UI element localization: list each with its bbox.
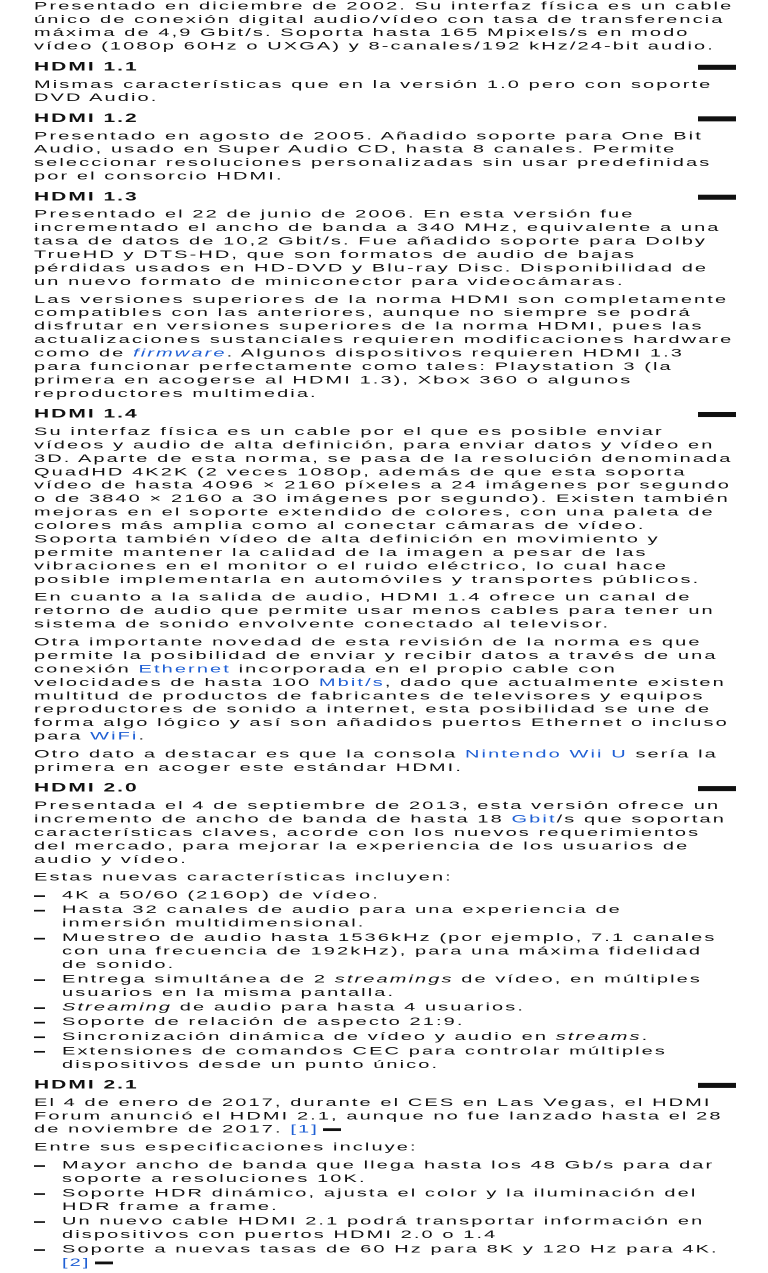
paragraph: En cuanto a la salida de audio, HDMI 1.4 ofrece un canal de retorno de audio que permite usar menos cables para tener un sistema de sonido envolvente conectado al televisor. xyxy=(34,591,715,631)
section-header[interactable] xyxy=(34,108,734,129)
section-hdmi-1-2 xyxy=(34,108,734,183)
list-item: Muestreo de audio hasta 1536kHz (por ejemplo, 7.1 canales con una frecuencia de 192kHz), para una máxima fidelidad de sonido. xyxy=(34,931,734,971)
link-ethernet[interactable]: Ethernet xyxy=(138,662,231,676)
collapse-toggle-icon[interactable] xyxy=(698,195,736,200)
section-title: HDMI 1.1 xyxy=(34,60,139,74)
text: Entrega simultánea de 2 xyxy=(62,973,335,986)
list-item: Un nuevo cable HDMI 2.1 podrá transportar información en dispositivos con puertos HDMI 2.0 o 1.4 xyxy=(34,1214,734,1241)
link-text: firmware xyxy=(133,347,227,360)
feature-list xyxy=(34,889,734,1072)
paragraph xyxy=(34,1096,734,1136)
collapse-toggle-icon[interactable] xyxy=(698,1083,736,1088)
list-item xyxy=(34,973,734,1000)
collapse-toggle-icon[interactable] xyxy=(698,116,736,121)
section-header[interactable] xyxy=(34,56,734,77)
text: sería la primera en acoger este estándar HDMI. xyxy=(34,748,718,774)
paragraph: Mismas características que en la versión 1.0 pero con soporte DVD Audio. xyxy=(34,78,713,104)
section-header[interactable] xyxy=(34,186,734,207)
text: Otra importante novedad de esta revisión de la norma es que permite la posibilidad de enviar y recibir datos a través de una conexión xyxy=(34,636,718,676)
section-hdmi-1-1 xyxy=(34,56,734,104)
section-hdmi-1-0 xyxy=(34,0,734,53)
list-item xyxy=(34,1001,734,1014)
text: . xyxy=(138,730,147,743)
list-item xyxy=(34,1242,734,1269)
paragraph xyxy=(34,747,734,774)
citation-link-2[interactable]: [2] xyxy=(62,1256,91,1269)
section-title: HDMI 2.0 xyxy=(34,781,139,795)
paragraph xyxy=(34,635,734,743)
emphasis: streamings xyxy=(334,973,454,986)
list-item: Hasta 32 canales de audio para una experiencia de inmersión multidimensional. xyxy=(34,903,734,930)
paragraph: Estas nuevas características incluyen: xyxy=(34,871,453,884)
link-nintendo-wii-u[interactable]: Nintendo Wii U xyxy=(465,748,628,761)
collapse-toggle-icon[interactable] xyxy=(698,412,736,417)
paragraph xyxy=(34,293,734,401)
section-hdmi-1-3 xyxy=(34,186,734,400)
paragraph: Entre sus especificaciones incluye: xyxy=(34,1141,418,1154)
text: . Algunos dispositivos requieren HDMI 1.3 para funcionar perfectamente como tales: Playstation 3 (la primera en acogerse al HDMI 1.3), Xbox 360 o algunos reproductores multimedia. xyxy=(34,347,684,400)
section-hdmi-2-0 xyxy=(34,778,734,1071)
section-header[interactable] xyxy=(34,404,734,425)
section-title: HDMI 1.3 xyxy=(34,190,139,204)
text: Las versiones superiores de la norma HDMI son completamente compatibles con las anteriores, aunque no siempre se podrá disfrutar en versiones superiores de la norma HDMI, pues las actualizaciones sustanciales requieren modificaciones hardware como de xyxy=(34,293,734,360)
citation-link-1[interactable]: [1] xyxy=(290,1123,319,1136)
paragraph: Presentado el 22 de junio de 2006. En esta versión fue incrementado el ancho de banda a 340 MHz, equivalente a una tasa de datos de 10,2 Gbit/s. Fue añadido soporte para Dolby TrueHD y DTS-HD, que son formatos de audio de bajas pérdidas usados en HD-DVD y Blu-ray Disc. Disponibilidad de un nuevo formato de miniconector para videocámaras. xyxy=(34,208,721,288)
text: , dado que actualmente existen multitud de productos de fabricantes de televisores y equipos reproductores de sonido a internet, esta posibilidad se une de forma algo lógico y así son añadidos puertos Ethernet o incluso para xyxy=(34,676,729,743)
link-mbits[interactable]: Mbit/s xyxy=(318,676,385,689)
text: /s que soportan características claves, acorde con los nuevos requerimientos del mercado, para mejorar la experiencia de los usuarios de audio y vídeo. xyxy=(34,812,726,866)
emphasis: Streaming xyxy=(62,1001,173,1014)
section-title: HDMI 1.4 xyxy=(34,407,139,421)
link-gbit[interactable]: Gbit xyxy=(511,812,557,826)
list-item: Mayor ancho de banda que llega hasta los 48 Gb/s para dar soporte a resoluciones 10K. xyxy=(34,1158,734,1185)
section-title: HDMI 1.2 xyxy=(34,111,139,125)
feature-list xyxy=(34,1158,734,1269)
text: El 4 de enero de 2017, durante el CES en Las Vegas, el HDMI Forum anunció el HDMI 2.1, aunque no fue lanzado hasta el 28 de noviembre de 2017. xyxy=(34,1096,723,1136)
section-hdmi-2-1 xyxy=(34,1074,734,1269)
text: de vídeo, en múltiples usuarios en la misma pantalla. xyxy=(62,973,702,999)
link-firmware[interactable] xyxy=(133,347,226,359)
list-item: Extensiones de comandos CEC para controlar múltiples dispositivos desde un punto único. xyxy=(34,1044,734,1071)
text: Soporte a nuevas tasas de 60 Hz para 8K y 120 Hz para 4K. xyxy=(62,1243,719,1256)
emphasis: streams xyxy=(555,1030,642,1043)
section-title: HDMI 2.1 xyxy=(34,1078,139,1092)
text: Presentada el 4 de septiembre de 2013, esta versión ofrece un incremento de ancho de banda de hasta 18 xyxy=(34,799,721,826)
text: . xyxy=(641,1030,650,1043)
citation-marker-icon xyxy=(323,1128,341,1131)
collapse-toggle-icon[interactable] xyxy=(698,65,736,70)
section-header[interactable] xyxy=(34,1074,734,1095)
list-item: Soporte HDR dinámico, ajusta el color y la iluminación del HDR frame a frame. xyxy=(34,1186,734,1213)
article-content xyxy=(34,0,734,1273)
citation-marker-icon xyxy=(95,1262,113,1265)
section-hdmi-1-4 xyxy=(34,404,734,775)
list-item: Soporte de relación de aspecto 21:9. xyxy=(34,1015,734,1028)
text: Otro dato a destacar es que la consola xyxy=(34,748,466,761)
list-item xyxy=(34,1030,734,1043)
section-header[interactable] xyxy=(34,778,734,799)
paragraph: Su interfaz física es un cable por el que es posible enviar vídeos y audio de alta definición, para enviar datos y vídeo en 3D. Aparte de esta norma, se pasa de la resolución denominada QuadHD 4K2K (2 veces 1080p, además de que esta soporta vídeo de hasta 4096 × 2160 píxeles a 24 imágenes por segundo o de 3840 × 2160 a 30 imágenes por segundo). Existen también mejoras en el soporte extendido de colores, con una paleta de colores más amplia como al conectar cámaras de vídeo. Soporta también vídeo de alta definición en movimiento y permite mantener la calidad de la imagen a pesar de las vibraciones en el monitor o el ruido eléctrico, lo cual hace posible implementarla en automóviles y transportes públicos. xyxy=(34,425,733,586)
paragraph: Presentado en diciembre de 2002. Su interfaz física es un cable único de conexión digital audio/vídeo con tasa de transferencia máxima de 4,9 Gbit/s. Soporta hasta 165 Mpixels/s en modo vídeo (1080p 60Hz o UXGA) y 8-canales/192 kHz/24-bit audio. xyxy=(34,0,734,53)
list-item: 4K a 50/60 (2160p) de vídeo. xyxy=(34,889,734,902)
paragraph xyxy=(34,799,734,866)
text: Sincronización dinámica de vídeo y audio en xyxy=(62,1030,556,1043)
text: de audio para hasta 4 usuarios. xyxy=(172,1001,526,1014)
collapse-toggle-icon[interactable] xyxy=(698,786,736,791)
paragraph: Presentado en agosto de 2005. Añadido soporte para One Bit Audio, usado en Super Audio CD, hasta 8 canales. Permite seleccionar resoluciones personalizadas sin usar predefinidas por el consorcio HDMI. xyxy=(34,129,712,183)
link-wifi[interactable]: WiFi xyxy=(90,730,139,743)
text: incorporada en el propio cable con velocidades de hasta 100 xyxy=(34,662,617,689)
